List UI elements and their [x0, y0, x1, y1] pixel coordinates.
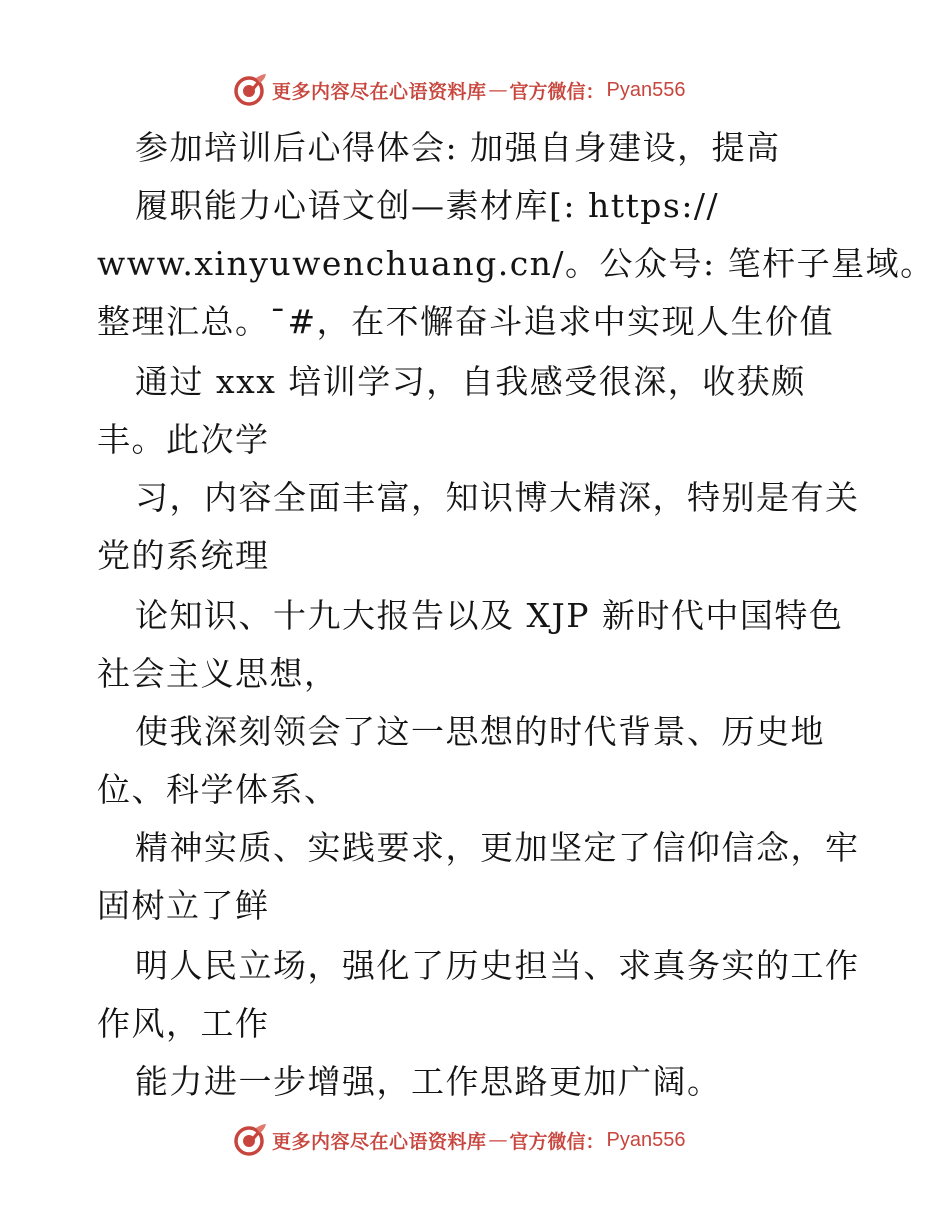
text-line: 固树立了鲜 — [97, 886, 270, 925]
footer-banner — [232, 1120, 686, 1160]
text-line: 通过 xxx 培训学习，自我感受很深，收获颇 — [135, 362, 806, 401]
text-line: 丰。此次学 — [97, 420, 270, 459]
text-line: 位、科学体系、 — [97, 770, 339, 809]
text-line: 精神实质、实践要求，更加坚定了信仰信念，牢 — [135, 828, 860, 867]
banner-site-text: 更多内容尽在心语资料库 — [272, 80, 487, 103]
text-line: 履职能力心语文创—素材库[: https:// — [135, 186, 720, 225]
banner-separator: — — [488, 79, 508, 101]
text-line: 参加培训后心得体会: 加强自身建设，提高 — [135, 128, 781, 167]
text-line: 能力进一步增强，工作思路更加广阔。 — [135, 1062, 722, 1101]
text-line: 整理汇总。¯#，在不懈奋斗追求中实现人生价值 — [97, 302, 835, 341]
text-line: 作风，工作 — [97, 1004, 270, 1043]
text-line: www.xinyuwenchuang.cn/。公众号: 笔杆子星域。 — [97, 244, 935, 283]
banner-wechat-label: 官方微信： — [509, 1130, 605, 1153]
quill-seal-icon — [232, 1122, 268, 1158]
banner-wechat-label: 官方微信： — [509, 80, 605, 103]
text-line: 习，内容全面丰富，知识博大精深，特别是有关 — [135, 478, 860, 517]
text-line: 论知识、十九大报告以及 XJP 新时代中国特色 — [135, 596, 844, 635]
banner-site-text: 更多内容尽在心语资料库 — [272, 1130, 487, 1153]
banner-wechat-id: Pyan556 — [606, 78, 686, 101]
text-line: 使我深刻领会了这一思想的时代背景、历史地 — [135, 712, 825, 751]
header-banner — [232, 70, 686, 110]
text-line: 明人民立场，强化了历史担当、求真务实的工作 — [135, 946, 860, 985]
text-line: 社会主义思想， — [97, 654, 339, 693]
banner-wechat-id: Pyan556 — [606, 1128, 686, 1151]
text-line: 党的系统理 — [97, 536, 270, 575]
banner-separator: — — [488, 1129, 508, 1151]
quill-seal-icon — [232, 72, 268, 108]
